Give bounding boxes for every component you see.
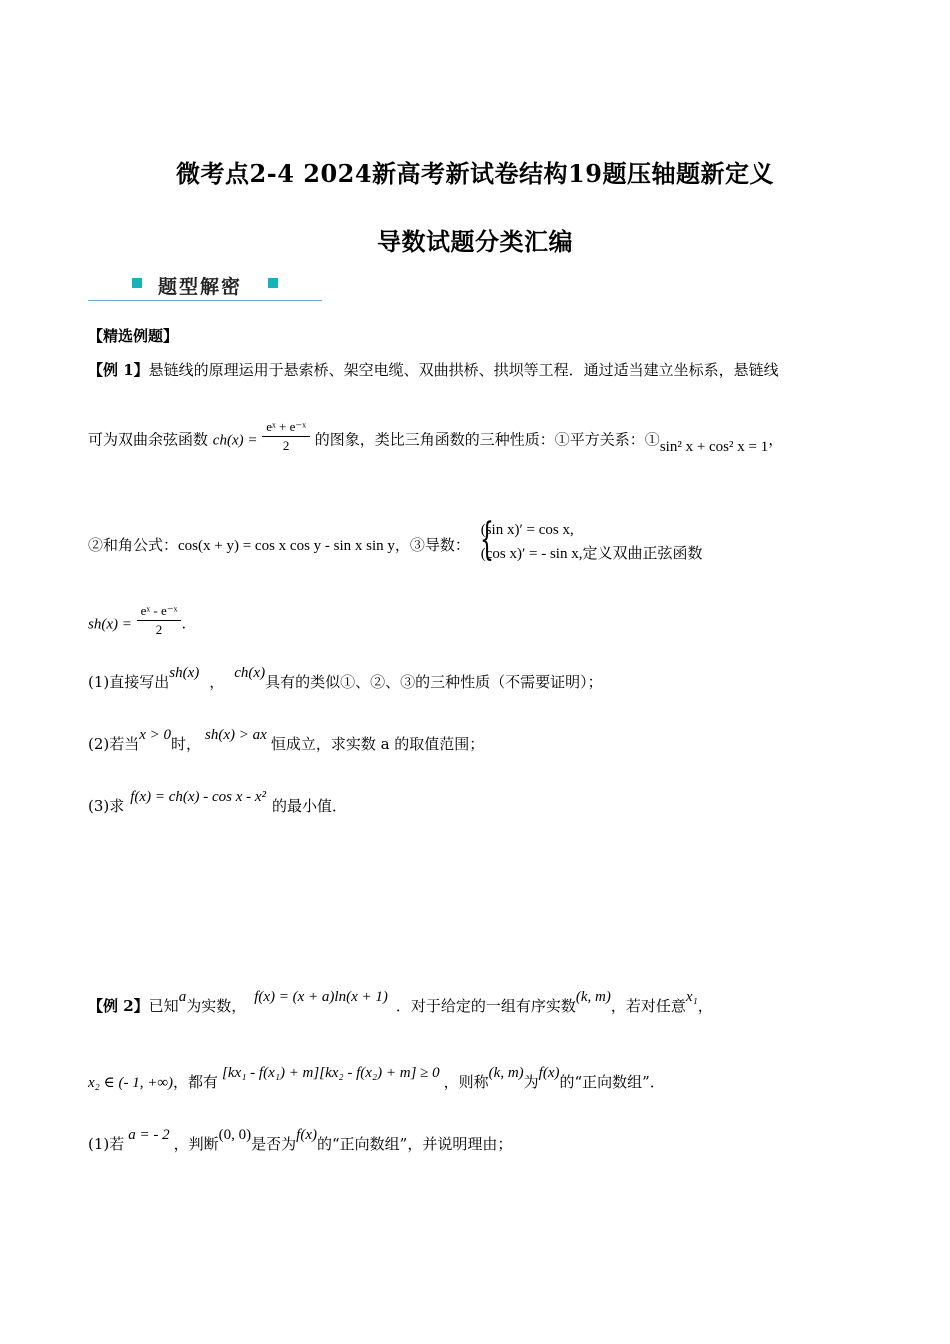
sh-fraction bbox=[137, 602, 182, 639]
ex1-period: . bbox=[181, 614, 187, 633]
banner-rule bbox=[88, 300, 322, 301]
ex2-text-2d: 的“正向数组”． bbox=[559, 1073, 665, 1091]
q1-ch: ch(x) bbox=[234, 665, 266, 681]
ex2-tag: 【例 2】 bbox=[88, 997, 149, 1015]
ex1-q3-text-b: 的最小值． bbox=[272, 797, 348, 815]
ex2-km: (k, m) bbox=[575, 989, 611, 1005]
ex2-paragraph-1 bbox=[88, 989, 713, 1017]
ex2-text-1e: ， bbox=[697, 997, 713, 1015]
ex1-q1-text-c: 具有的类似①、②、③的三种性质（不需要证明）； bbox=[265, 673, 603, 691]
ex1-tag: 【例 1】 bbox=[88, 361, 149, 379]
title-line-1: 微考点2-4 2024新高考新试卷结构19题压轴题新定义 bbox=[176, 159, 774, 188]
ex2-product-inequality: [kx₁ - f(x₁) + m][kx₂ - f(x₂) + m] ≥ 0 bbox=[222, 1065, 440, 1081]
ex1-q2-text-b: 时， bbox=[171, 735, 202, 753]
banner-square-left-icon bbox=[132, 278, 142, 288]
ex1-text-2c: ， bbox=[768, 430, 784, 449]
ex1-paragraph-3 bbox=[88, 514, 703, 570]
ex1-question-2 bbox=[88, 727, 485, 755]
q2-inequality: sh(x) > ax bbox=[205, 727, 267, 743]
derivative-sin: (sin x)′ = cos x, bbox=[480, 522, 574, 538]
ex2-x2-domain: x₂ ∈ (- 1, +∞) bbox=[88, 1075, 174, 1091]
ex1-text-3b: ，③导数： bbox=[394, 536, 470, 554]
ex2-q1-a-value: a = - 2 bbox=[128, 1127, 170, 1143]
ex2-km-2: (k, m) bbox=[488, 1065, 524, 1081]
left-brace-icon: { bbox=[479, 514, 494, 565]
sum-formula: cos(x + y) = cos x cos y - sin x sin y bbox=[178, 538, 395, 554]
ex2-text-2c: 为 bbox=[523, 1073, 539, 1091]
ex2-function: f(x) = (x + a)ln(x + 1) bbox=[254, 989, 388, 1005]
ch-denominator: 2 bbox=[282, 438, 290, 453]
section-heading: 【精选例题】 bbox=[88, 327, 179, 345]
ex2-q1-text-c: 是否为 bbox=[251, 1135, 297, 1153]
ex1-text-3a: ②和角公式： bbox=[88, 536, 179, 554]
ex1-text-1: 悬链线的原理运用于悬索桥、架空电缆、双曲拱桥、拱坝等工程．通过适当建立坐标系，悬链线 bbox=[148, 361, 779, 379]
sh-definition-lhs: sh(x) = bbox=[88, 616, 132, 633]
ex2-text-1c: ．对于给定的一组有序实数 bbox=[395, 997, 576, 1015]
ex2-text-1b: 为实数， bbox=[186, 997, 247, 1015]
ex1-paragraph-1 bbox=[88, 360, 779, 380]
pythagorean-identity: sin² x + cos² x = 1 bbox=[659, 438, 769, 455]
q3-function: f(x) = ch(x) - cos x - x² bbox=[130, 789, 267, 805]
ex1-question-1 bbox=[88, 665, 603, 693]
ch-numerator: eˣ + e⁻ˣ bbox=[262, 418, 310, 437]
sh-numerator: eˣ - e⁻ˣ bbox=[137, 602, 182, 621]
q2-condition: x > 0 bbox=[139, 727, 172, 743]
ex1-q1-text-b: ， bbox=[209, 673, 225, 691]
ch-definition-lhs: ch(x) = bbox=[212, 432, 258, 449]
ex2-q1-fx: f(x) bbox=[296, 1127, 317, 1143]
ex2-q1-text-d: 的“正向数组”，并说明理由； bbox=[316, 1135, 513, 1153]
sh-denominator: 2 bbox=[155, 622, 163, 637]
ex1-paragraph-4 bbox=[88, 603, 187, 643]
ex2-x1: x₁ bbox=[685, 989, 698, 1005]
ex1-q1-text-a: (1)直接写出 bbox=[88, 673, 170, 691]
ex1-paragraph-2 bbox=[88, 419, 784, 459]
ex2-q1-pair: (0, 0) bbox=[218, 1127, 252, 1143]
ex2-q1-text-b: ，判断 bbox=[173, 1135, 219, 1153]
ex1-question-3 bbox=[88, 789, 348, 817]
title-line-2: 导数试题分类汇编 bbox=[377, 227, 573, 256]
ex1-q2-text-c: 恒成立，求实数 a 的取值范围； bbox=[270, 735, 485, 753]
ex2-paragraph-2 bbox=[88, 1065, 665, 1093]
ex2-text-2a: ，都有 bbox=[173, 1073, 219, 1091]
ex2-a: a bbox=[178, 989, 187, 1005]
ex2-q1-text-a: (1)若 bbox=[88, 1135, 125, 1153]
ex2-text-1a: 已知 bbox=[148, 997, 179, 1015]
ex1-text-2a: 可为双曲余弦函数 bbox=[88, 430, 209, 449]
ex2-text-1d: ，若对任意 bbox=[610, 997, 686, 1015]
derivative-system bbox=[479, 514, 583, 566]
ex1-q2-text-a: (2)若当 bbox=[88, 735, 140, 753]
ch-fraction bbox=[262, 418, 310, 455]
ex1-q3-text-a: (3)求 bbox=[88, 797, 125, 815]
ex1-text-2b: 的图象，类比三角函数的三种性质：①平方关系：① bbox=[314, 430, 660, 449]
ex2-question-1 bbox=[88, 1127, 513, 1155]
banner-label: 题型解密 bbox=[158, 276, 243, 298]
ex2-text-2b: ，则称 bbox=[443, 1073, 489, 1091]
q1-sh: sh(x) bbox=[169, 665, 200, 681]
ex1-text-3c: 定义双曲正弦函数 bbox=[582, 544, 703, 562]
derivative-cos: (cos x)′ = - sin x, bbox=[480, 546, 583, 562]
ex2-fx: f(x) bbox=[538, 1065, 560, 1081]
banner-square-right-icon bbox=[268, 278, 278, 288]
section-banner bbox=[88, 270, 322, 302]
